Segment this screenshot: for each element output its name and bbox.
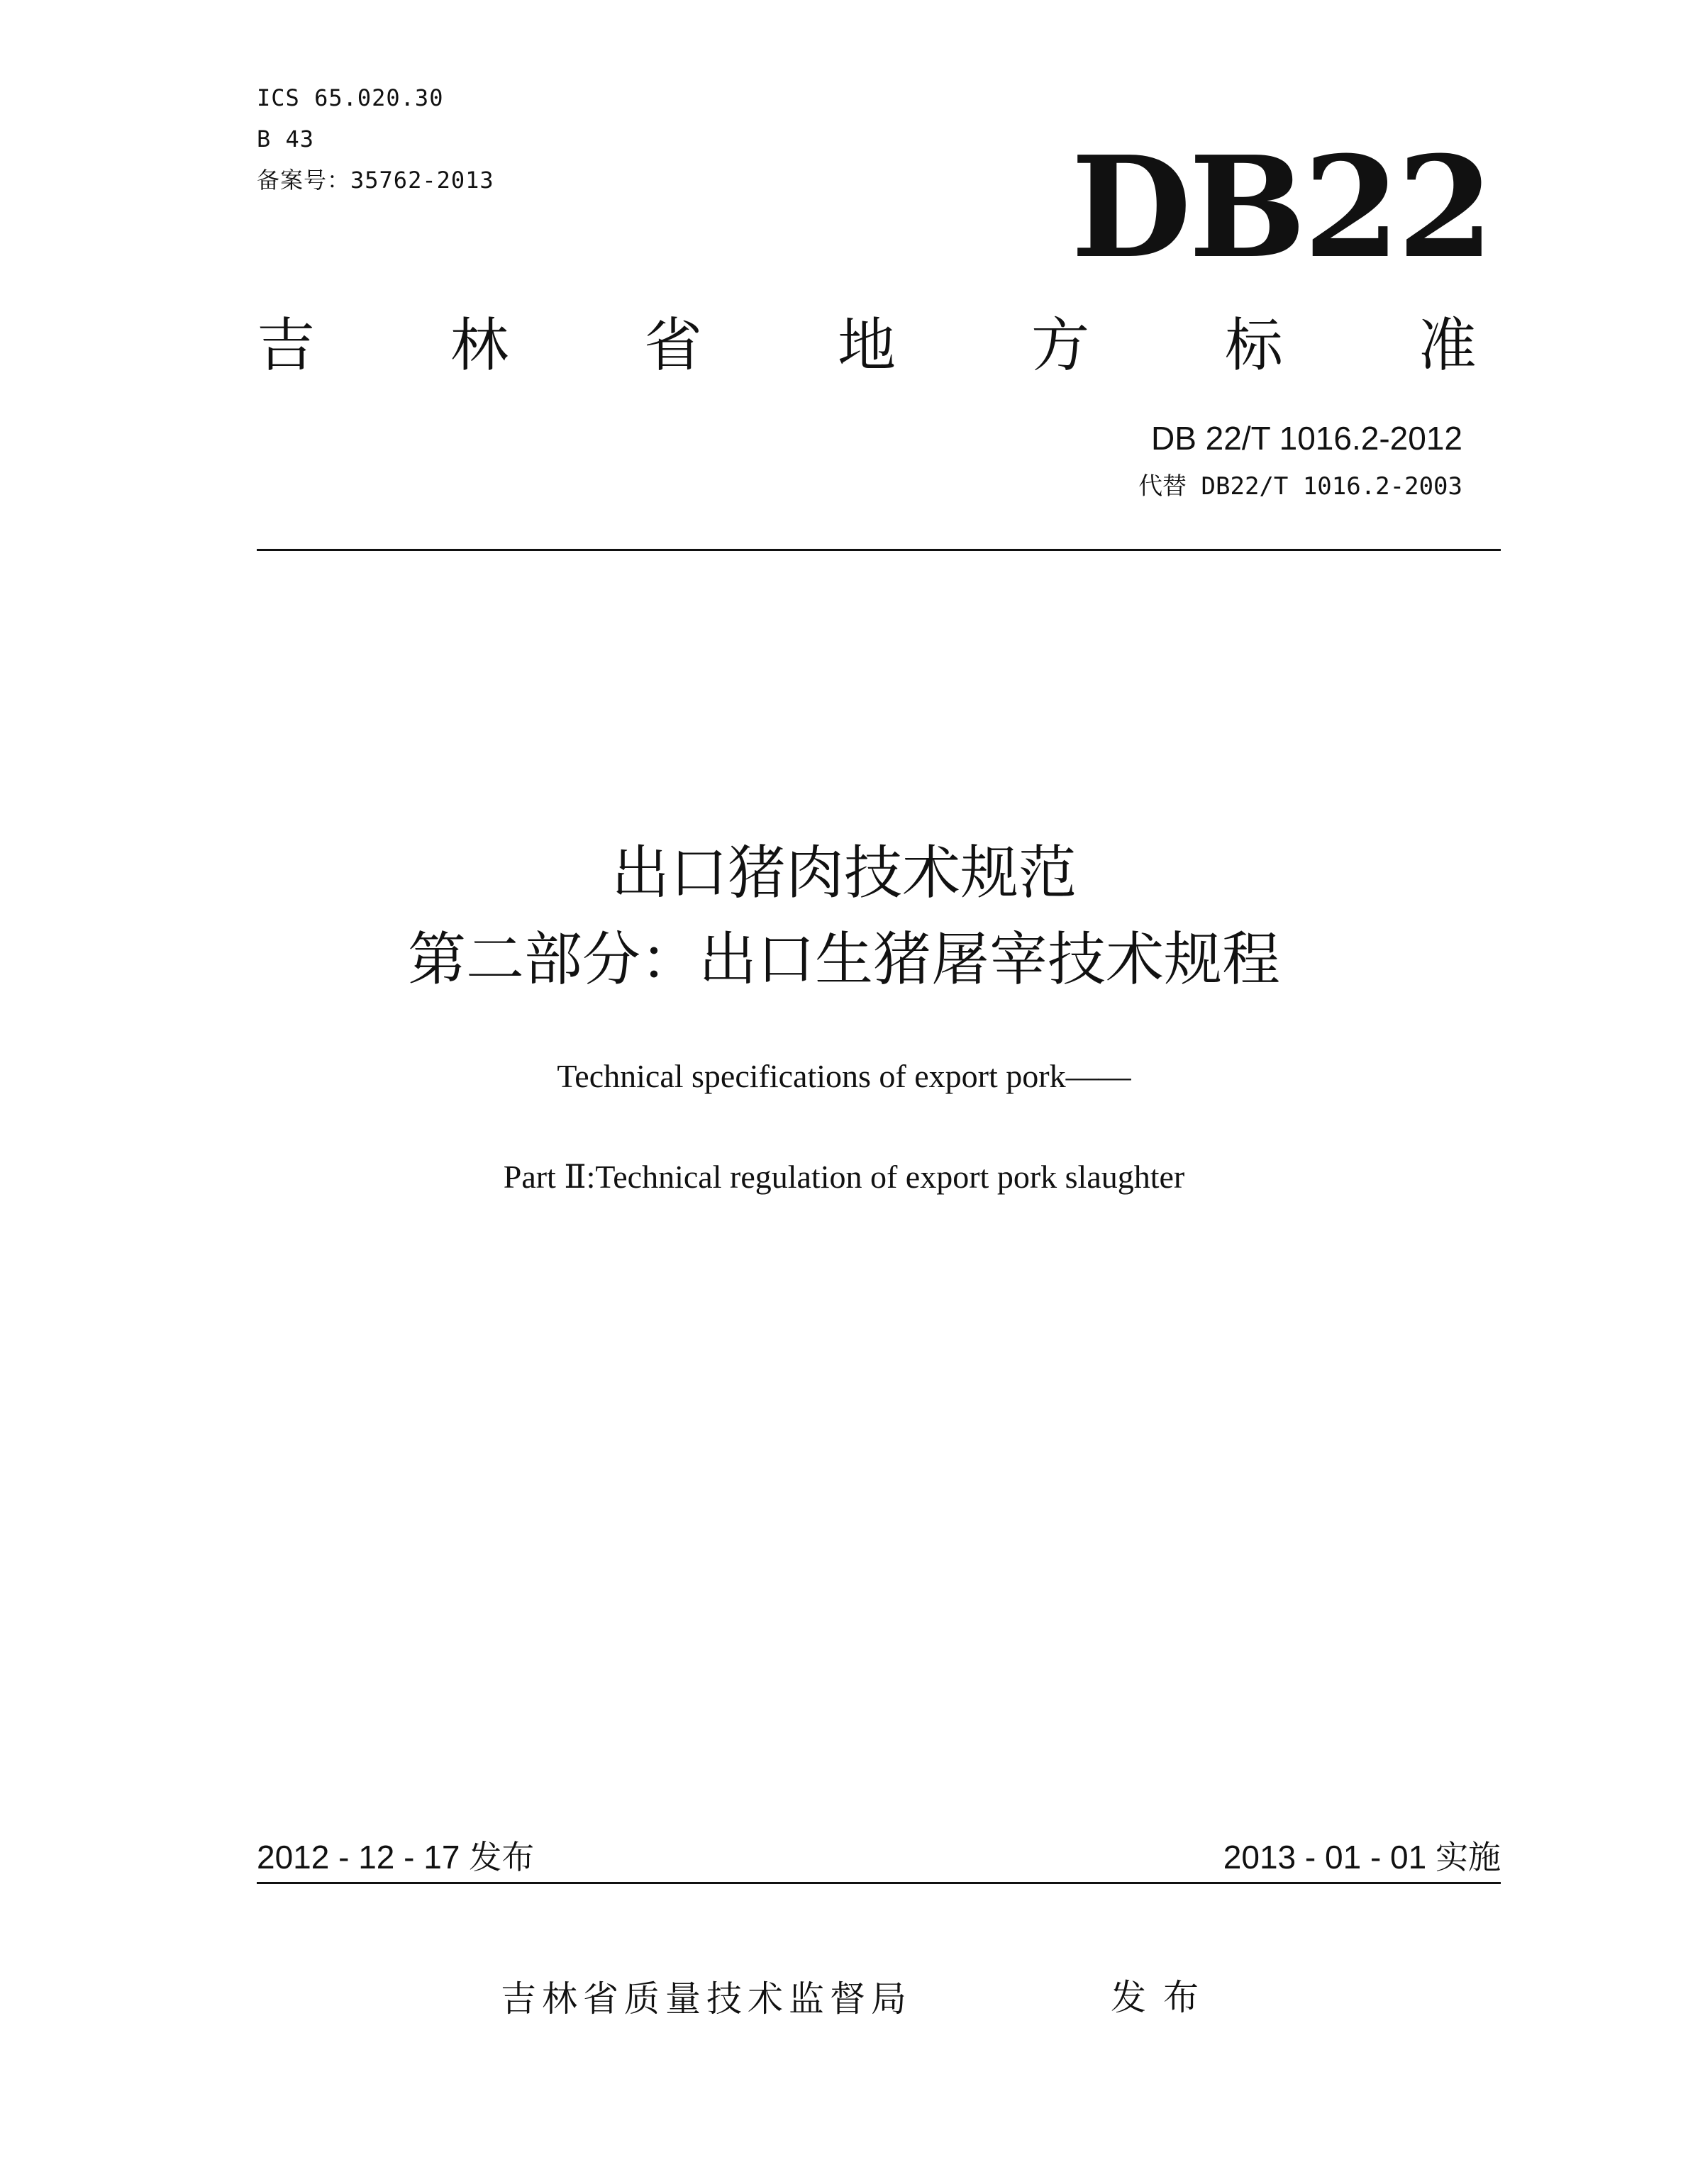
issue-date: 2012 - 12 - 17 发布 <box>257 1839 535 1876</box>
bottom-divider <box>257 1882 1501 1884</box>
standard-type-char: 省 <box>643 311 702 379</box>
title-cn-line1: 出口猪肉技术规范 <box>611 840 1077 907</box>
standard-type <box>257 298 1477 383</box>
top-divider <box>257 549 1501 551</box>
replaces-code: 代替 DB22/T 1016.2-2003 <box>1138 472 1462 501</box>
implement-date: 2013 - 01 - 01 实施 <box>1223 1839 1501 1876</box>
title-en-line1: Technical specifications of export pork—— <box>557 1058 1131 1094</box>
ccs-code: B 43 <box>257 126 315 152</box>
record-number: 备案号：35762-2013 <box>257 167 494 194</box>
standard-type-char: 吉 <box>257 311 316 379</box>
standard-code: DB 22/T 1016.2-2012 <box>1150 420 1462 457</box>
standard-type-char: 准 <box>1418 311 1477 379</box>
title-cn-line2: 第二部分：出口生猪屠宰技术规程 <box>407 926 1280 993</box>
standard-type-char: 林 <box>450 311 509 379</box>
standard-logo: DB22 <box>1071 126 1492 289</box>
publish-word: 发布 <box>1111 1977 1216 2018</box>
publisher: 吉林省质量技术监督局 <box>501 1978 912 2019</box>
standard-type-char: 地 <box>837 311 896 379</box>
standard-type-char: 标 <box>1224 311 1283 379</box>
title-en-line2: Part Ⅱ:Technical regulation of export pork slaughter <box>503 1159 1185 1195</box>
ics-code: ICS 65.020.30 <box>257 84 444 111</box>
standard-type-char: 方 <box>1031 311 1089 379</box>
